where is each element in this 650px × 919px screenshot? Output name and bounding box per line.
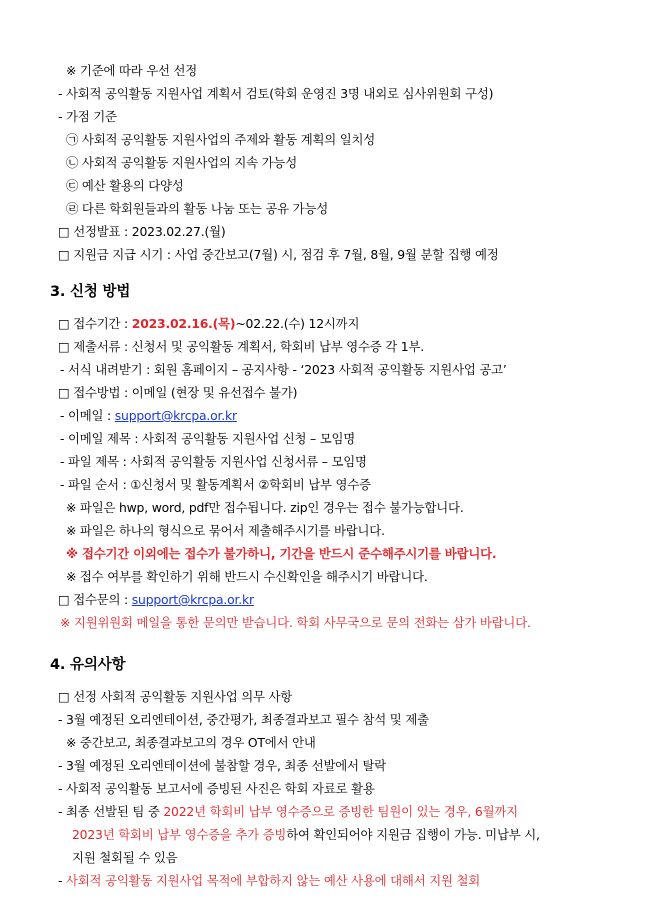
email-link[interactable]: support@krcpa.or.kr	[114, 408, 237, 423]
inquiry-note: ※ 지원위원회 메일을 통한 문의만 받습니다. 학회 사무국으로 문의 전화는 삼가 바랍니다.	[60, 615, 531, 630]
obligation-item: - 사회적 공익활동 보고서에 증빙된 사진은 학회 자료로 활용	[58, 781, 375, 796]
file-order: - 파일 순서 : ①신청서 및 활동계획서 ②학회비 납부 영수증	[60, 477, 371, 492]
bonus-criteria-item: ㉠ 사회적 공익활동 지원사업의 주제와 활동 계획의 일치성	[66, 132, 376, 147]
file-format-note: ※ 파일은 hwp, word, pdf만 접수됩니다. zip인 경우는 접수 불가능합니다.	[66, 500, 464, 515]
deadline-warning: ※ 접수기간 이외에는 접수가 불가하니, 기간을 반드시 준수해주시기를 바랍니다.	[66, 546, 497, 561]
announcement-date: □ 선정발표 : 2023.02.27.(월)	[58, 224, 226, 239]
obligation-continuation: 지원 철회될 수 있음	[72, 850, 178, 865]
review-item: - 사회적 공익활동 지원사업 계획서 검토(학회 운영진 3명 내외로 심사위원회 구성)	[58, 86, 494, 101]
period-label: □ 접수기간 :	[58, 316, 132, 331]
obligation-item	[58, 803, 518, 821]
file-title: - 파일 제목 : 사회적 공익활동 지원사업 신청서류 – 모임명	[60, 454, 367, 469]
email-line	[60, 407, 237, 425]
inquiry-line	[58, 591, 254, 609]
inquiry-label: □ 접수문의 :	[58, 592, 132, 607]
obligation-prefix: -	[58, 873, 67, 888]
obligation-item: - 3월 예정된 오리엔테이션, 중간평가, 최종결과보고 필수 참석 및 제출	[58, 712, 429, 727]
required-documents: □ 제출서류 : 신청서 및 공익활동 계획서, 학회비 납부 영수증 각 1부.	[58, 339, 425, 354]
bonus-criteria-label: - 가점 기준	[58, 109, 117, 124]
period-start-date: 2023.02.16.(목)	[131, 316, 236, 331]
bonus-criteria-item: ㉣ 다른 학회원들과의 활동 나눔 또는 공유 가능성	[66, 201, 328, 216]
email-subject: - 이메일 제목 : 사회적 공익활동 지원사업 신청 – 모임명	[60, 431, 356, 446]
obligation-highlight: 2022년 학회비 납부 영수증으로 증빙한 팀원이 있는 경우, 6월까지	[163, 804, 518, 819]
application-method: □ 접수방법 : 이메일 (현장 및 유선접수 불가)	[58, 385, 298, 400]
section-heading-application: 3. 신청 방법	[50, 284, 131, 300]
bonus-criteria-item: ㉡ 사회적 공익활동 지원사업의 지속 가능성	[66, 155, 297, 170]
section-heading-notes: 4. 유의사항	[50, 657, 126, 673]
obligation-item: - 3월 예정된 오리엔테이션에 불참할 경우, 최종 선발에서 탈락	[58, 758, 387, 773]
obligation-prefix: - 최종 선발된 팀 중	[58, 804, 164, 819]
payment-schedule: □ 지원금 지급 시기 : 사업 중간보고(7월) 시, 점검 후 7월, 8월, 9월 분할 집행 예정	[58, 247, 499, 262]
obligation-text: 하여 확인되어야 지원금 집행이 가능. 미납부 시,	[286, 827, 540, 842]
application-period	[58, 315, 359, 333]
obligation-item	[58, 872, 480, 890]
inquiry-email-link[interactable]: support@krcpa.or.kr	[131, 592, 254, 607]
form-download: - 서식 내려받기 : 회원 홈페이지 – 공지사항 - ‘2023 사회적 공익활동 지원사업 공고’	[60, 362, 507, 377]
bonus-criteria-item: ㉢ 예산 활용의 다양성	[66, 178, 184, 193]
file-bundle-note: ※ 파일은 하나의 형식으로 묶어서 제출해주시기를 바랍니다.	[66, 523, 385, 538]
criteria-note: ※ 기준에 따라 우선 선정	[66, 63, 198, 78]
obligations-title: □ 선정 사회적 공익활동 지원사업 의무 사항	[58, 689, 293, 704]
obligation-highlight: 2023년 학회비 납부 영수증을 추가 증빙	[72, 827, 287, 842]
email-label: - 이메일 :	[60, 408, 115, 423]
obligation-note: ※ 중간보고, 최종결과보고의 경우 OT에서 안내	[66, 735, 316, 750]
obligation-highlight: 사회적 공익활동 지원사업 목적에 부합하지 않는 예산 사용에 대해서 지원 철회	[66, 873, 481, 888]
period-end: ~02.22.(수) 12시까지	[235, 316, 360, 331]
receipt-note: ※ 접수 여부를 확인하기 위해 반드시 수신확인을 해주시기 바랍니다.	[66, 569, 428, 584]
obligation-continuation	[72, 826, 540, 844]
